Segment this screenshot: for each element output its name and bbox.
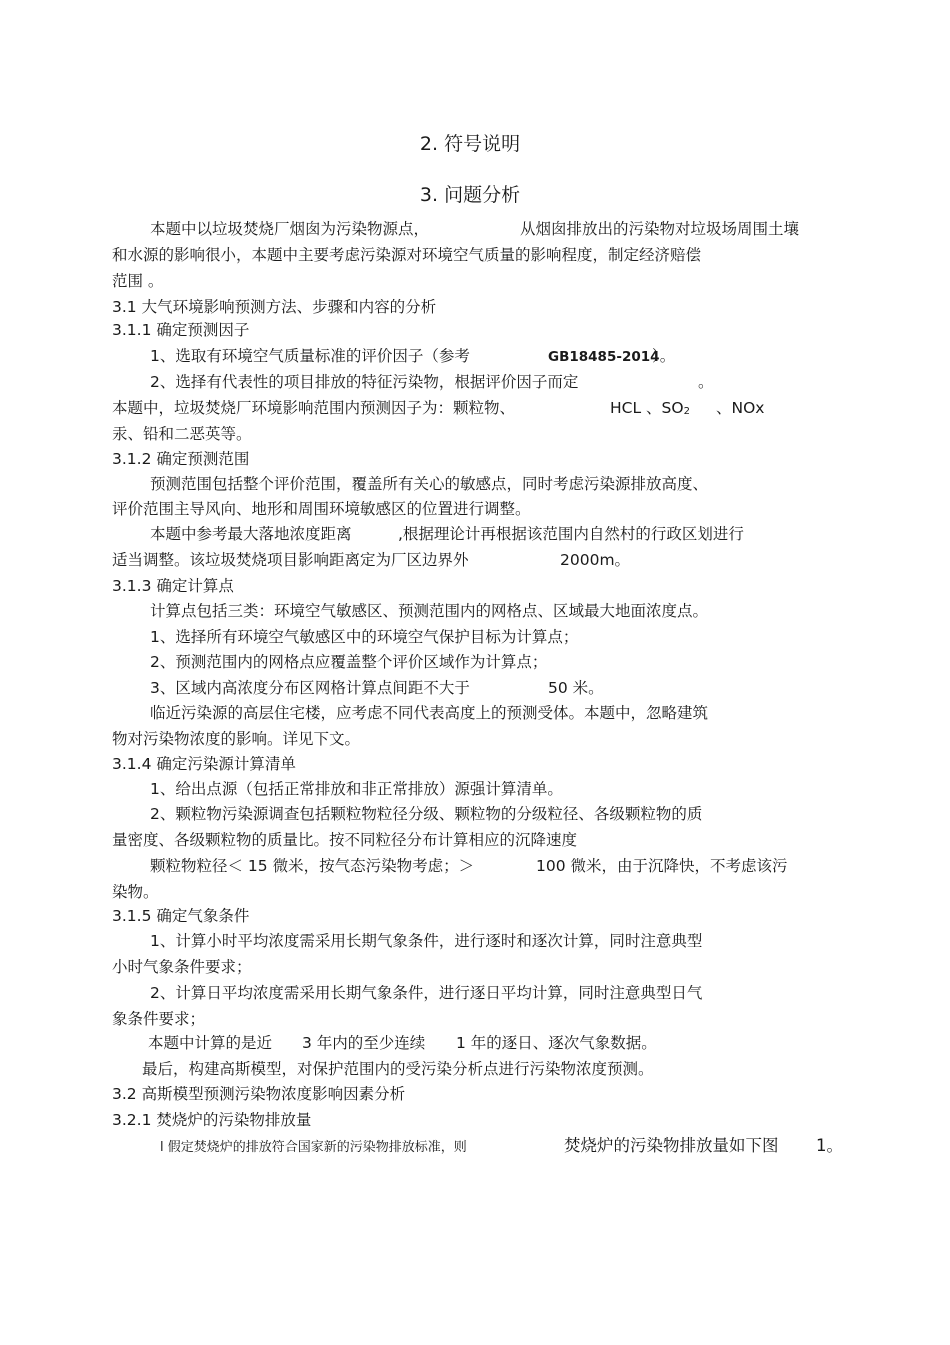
intro-line-1b: 从烟囱排放出的污染物对垃圾场周围土壤 [520, 220, 800, 238]
intro-line-2: 和水源的影响很小，本题中主要考虑污染源对环境空气质量的影响程度，制定经济赔偿 [112, 246, 702, 264]
heading-3-1-3: 3.1.3 确定计算点 [112, 577, 234, 595]
s315-p6: 最后，构建高斯模型，对保护范围内的受污染分析点进行污染物浓度预测。 [142, 1060, 654, 1078]
intro-line-1a: 本题中以垃圾焚烧厂烟囱为污染物源点， [150, 220, 430, 238]
s311-p1c: ）。 [652, 347, 676, 365]
s312-p1: 预测范围包括整个评价范围，覆盖所有关心的敏感点，同时考虑污染源排放高度、 [150, 475, 709, 493]
s315-p2: 小时气象条件要求； [112, 958, 252, 976]
s314-p4b: 100 微米，由于沉降快，不考虑该污 [536, 857, 788, 875]
s314-p5: 染物。 [112, 883, 159, 901]
s321-p1a: l 假定焚烧炉的排放符合国家新的污染物排放标准，则 [160, 1140, 467, 1155]
s313-p6: 物对污染物浓度的影响。详见下文。 [112, 730, 361, 748]
s311-p2b: 。 [698, 373, 714, 391]
s312-p2: 评价范围主导风向、地形和周围环境敏感区的位置进行调整。 [112, 500, 531, 518]
heading-3-1-5: 3.1.5 确定气象条件 [112, 907, 250, 925]
s314-p4a: 颗粒物粒径＜ 15 微米，按气态污染物考虑；＞ [150, 857, 475, 875]
heading-3-1: 3.1 大气环境影响预测方法、步骤和内容的分析 [112, 298, 437, 316]
so2-subscript: 2 [683, 406, 690, 417]
s315-p5a: 本题中计算的是近 [148, 1034, 273, 1052]
s312-p3b: ,根据理论计再根据该范围内自然村的行政区划进行 [398, 525, 744, 543]
s315-p3: 2、计算日平均浓度需采用长期气象条件，进行逐日平均计算，同时注意典型日气 [150, 984, 703, 1002]
s315-p1: 1、计算小时平均浓度需采用长期气象条件，进行逐时和逐次计算，同时注意典型 [150, 932, 703, 950]
s312-p3a: 本题中参考最大落地浓度距离 [150, 525, 352, 543]
s312-p4a: 适当调整。该垃圾焚烧项目影响距离定为厂区边界外 [112, 551, 469, 569]
s315-p5b: 3 年内的至少连续 [302, 1034, 426, 1052]
s313-p3: 2、预测范围内的网格点应覆盖整个评价区域作为计算点； [150, 653, 548, 671]
s313-p2: 1、选择所有环境空气敏感区中的环境空气保护目标为计算点； [150, 628, 579, 646]
heading-3-1-1: 3.1.1 确定预测因子 [112, 321, 250, 339]
so2-text: HCL 、SO [610, 399, 684, 417]
section-2-title: 2. 符号说明 [419, 133, 521, 155]
s312-p4b: 2000m。 [560, 551, 631, 569]
s311-p1b-standard: GB18485-2014 [548, 349, 660, 365]
s321-p1c: 1。 [816, 1136, 843, 1155]
s313-p1: 计算点包括三类：环境空气敏感区、预测范围内的网格点、区域最大地面浓度点。 [150, 602, 709, 620]
heading-3-2: 3.2 高斯模型预测污染物浓度影响因素分析 [112, 1085, 406, 1103]
intro-line-3: 范围 。 [112, 272, 164, 290]
s315-p5c: 1 年的逐日、逐次气象数据。 [456, 1034, 657, 1052]
s315-p4: 象条件要求； [112, 1010, 206, 1028]
heading-3-1-2: 3.1.2 确定预测范围 [112, 450, 250, 468]
section-3-title: 3. 问题分析 [419, 184, 521, 206]
s314-p1: 1、给出点源（包括正常排放和非正常排放）源强计算清单。 [150, 780, 563, 798]
s311-p1a: 1、选取有环境空气质量标准的评价因子（参考 [150, 347, 470, 365]
s311-p3c: 、NOx [716, 399, 765, 417]
s311-p3a: 本题中，垃圾焚烧厂环境影响范围内预测因子为：颗粒物、 [112, 399, 516, 417]
s313-p4b: 50 米。 [548, 679, 604, 697]
heading-3-2-1: 3.2.1 焚烧炉的污染物排放量 [112, 1111, 312, 1129]
s311-p3b [610, 398, 690, 422]
s314-p2: 2、颗粒物污染源调查包括颗粒物粒径分级、颗粒物的分级粒径、各级颗粒物的质 [150, 805, 703, 823]
s314-p3: 量密度、各级颗粒物的质量比。按不同粒径分布计算相应的沉降速度 [112, 831, 578, 849]
heading-3-1-4: 3.1.4 确定污染源计算清单 [112, 755, 296, 773]
s311-p2a: 2、选择有代表性的项目排放的特征污染物，根据评价因子而定 [150, 373, 579, 391]
s313-p5: 临近污染源的高层住宅楼，应考虑不同代表高度上的预测受体。本题中，忽略建筑 [150, 704, 709, 722]
s311-p4: 汞、铅和二恶英等。 [112, 425, 252, 443]
s313-p4a: 3、区域内高浓度分布区网格计算点间距不大于 [150, 679, 470, 697]
s321-p1b: 焚烧炉的污染物排放量如下图 [564, 1136, 779, 1155]
